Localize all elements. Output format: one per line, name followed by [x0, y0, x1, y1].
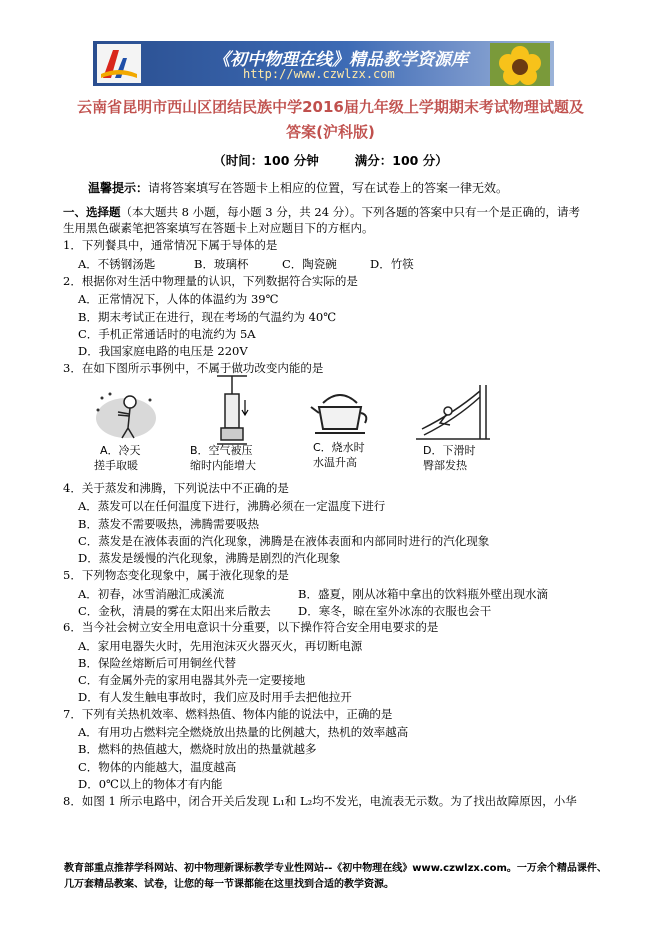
q3-stem: 3．在如下图所示事例中，不属于做功改变内能的是 [63, 361, 324, 375]
q3-caption-c-1: C．烧水时 [313, 441, 365, 454]
section-desc-1: （本大题共 8 小题，每小题 3 分，共 24 分）。下列各题的答案中只有一个是正确的，请考 [120, 205, 580, 219]
q5-option-c: C．金秋，清晨的雾在太阳出来后散去 [78, 604, 271, 618]
q6-option-b: B．保险丝熔断后可用铜丝代替 [78, 656, 236, 670]
q7-option-d: D．0℃以上的物体才有内能 [78, 777, 223, 791]
q5-stem: 5．下列物态变化现象中，属于液化现象的是 [63, 568, 289, 582]
q1-option-c: C．陶瓷碗 [282, 257, 337, 271]
q3-caption-d-1: D．下滑时 [423, 444, 476, 457]
q1-option-a: A．不锈钢汤匙 [78, 257, 156, 271]
q2-stem: 2．根据你对生活中物理量的认识，下列数据符合实际的是 [63, 274, 358, 288]
exam-time: （时间：100 分钟 [213, 153, 319, 168]
tip [88, 179, 508, 196]
document-title-line1: 云南省昆明市西山区团结民族中学2016届九年级上学期期末考试物理试题及 [77, 98, 584, 116]
q4-stem: 4．关于蒸发和沸腾，下列说法中不正确的是 [63, 481, 289, 495]
q2-option-a: A．正常情况下，人体的体温约为 39℃ [78, 292, 279, 306]
section-desc-2: 生用黑色碳素笔把答案填写在答题卡上对应题目下的方框内。 [63, 221, 374, 235]
q3-caption-c [313, 440, 365, 470]
sunflower-icon [490, 43, 550, 86]
q6-option-a: A．家用电器失火时，先用泡沫灭火器灭火，再切断电源 [78, 639, 363, 653]
q7-option-c: C．物体的内能越大，温度越高 [78, 760, 237, 774]
q1-option-b: B．玻璃杯 [194, 257, 249, 271]
header-banner [93, 41, 554, 86]
q6-stem: 6．当今社会树立安全用电意识十分重要，以下操作符合安全用电要求的是 [63, 620, 439, 634]
q4-option-d: D．蒸发是缓慢的汽化现象，沸腾是剧烈的汽化现象 [78, 551, 341, 565]
q1-stem: 1．下列餐具中，通常情况下属于导体的是 [63, 238, 278, 252]
tip-label: 温馨提示： [88, 181, 149, 195]
q5-option-b: B．盛夏，刚从冰箱中拿出的饮料瓶外壁出现水滴 [298, 587, 548, 601]
q3-caption-b-1: B．空气被压 [190, 444, 253, 457]
q2-option-d: D．我国家庭电路的电压是 220V [78, 344, 248, 358]
q7-option-b: B．燃料的热值越大，燃烧时放出的热量就越多 [78, 742, 317, 756]
exam-score: 满分：100 分） [354, 153, 448, 168]
q4-option-c: C．蒸发是在液体表面的汽化现象，沸腾是在液体表面和内部同时进行的汽化现象 [78, 534, 490, 548]
banner-title: 《初中物理在线》精品教学资源库 [213, 50, 468, 70]
q2-option-b: B．期末考试正在进行，现在考场的气温约为 40℃ [78, 310, 337, 324]
q6-option-d: D．有人发生触电事故时，我们应及时用手去把他拉开 [78, 690, 352, 704]
q7-option-a: A．有用功占燃料完全燃烧放出热量的比例越大，热机的效率越高 [78, 725, 409, 739]
q7-stem: 7．下列有关热机效率、燃料热值、物体内能的说法中，正确的是 [63, 707, 393, 721]
q2-option-c: C．手机正常通话时的电流约为 5A [78, 327, 256, 341]
section-header [63, 205, 580, 220]
q6-option-c: C．有金属外壳的家用电器其外壳一定要接地 [78, 673, 306, 687]
site-logo-icon [97, 44, 141, 83]
banner-url[interactable]: http://www.czwlzx.com [243, 67, 395, 81]
q3-caption-a-1: A．冷天 [100, 444, 141, 457]
page-footer [64, 861, 607, 893]
q3-caption-d-2: 臀部发热 [423, 459, 467, 472]
q3-caption-a-2: 搓手取暖 [94, 459, 138, 472]
footer-line1: 教育部重点推荐学科网站、初中物理新课标教学专业性网站--《初中物理在线》www.czwlzx.com。一万余个精品课件、 [64, 863, 607, 874]
rubbing-hands-figure [90, 388, 162, 440]
q5-option-a: A．初春，冰雪消融汇成溪流 [78, 587, 225, 601]
q3-caption-a [94, 443, 141, 473]
q3-caption-c-2: 水温升高 [313, 456, 357, 469]
exam-meta [0, 151, 661, 169]
air-pump-figure [213, 374, 251, 446]
kettle-figure [309, 385, 371, 437]
slide-figure [414, 383, 492, 441]
section-label: 一、选择题 [63, 205, 121, 219]
footer-line2: 几万套精品教案、试卷，让您的每一节课都能在这里找到合适的教学资源。 [64, 879, 394, 890]
q8-stem: 8．如图 1 所示电路中，闭合开关后发现 L₁和 L₂均不发光，电流表无示数。为了找出故障原因，小华 [63, 794, 577, 808]
q4-option-b: B．蒸发不需要吸热，沸腾需要吸热 [78, 517, 259, 531]
q1-option-d: D．竹筷 [370, 257, 414, 271]
q3-caption-b [190, 443, 256, 473]
document-title-line2: 答案(沪科版) [286, 123, 375, 141]
q4-option-a: A．蒸发可以在任何温度下进行，沸腾必须在一定温度下进行 [78, 499, 386, 513]
q3-caption-d [423, 443, 475, 473]
q3-caption-b-2: 缩时内能增大 [190, 459, 256, 472]
q5-option-d: D．寒冬，晾在室外冰冻的衣服也会干 [298, 604, 492, 618]
tip-text: 请将答案填写在答题卡上相应的位置，写在试卷上的答案一律无效。 [148, 181, 509, 195]
